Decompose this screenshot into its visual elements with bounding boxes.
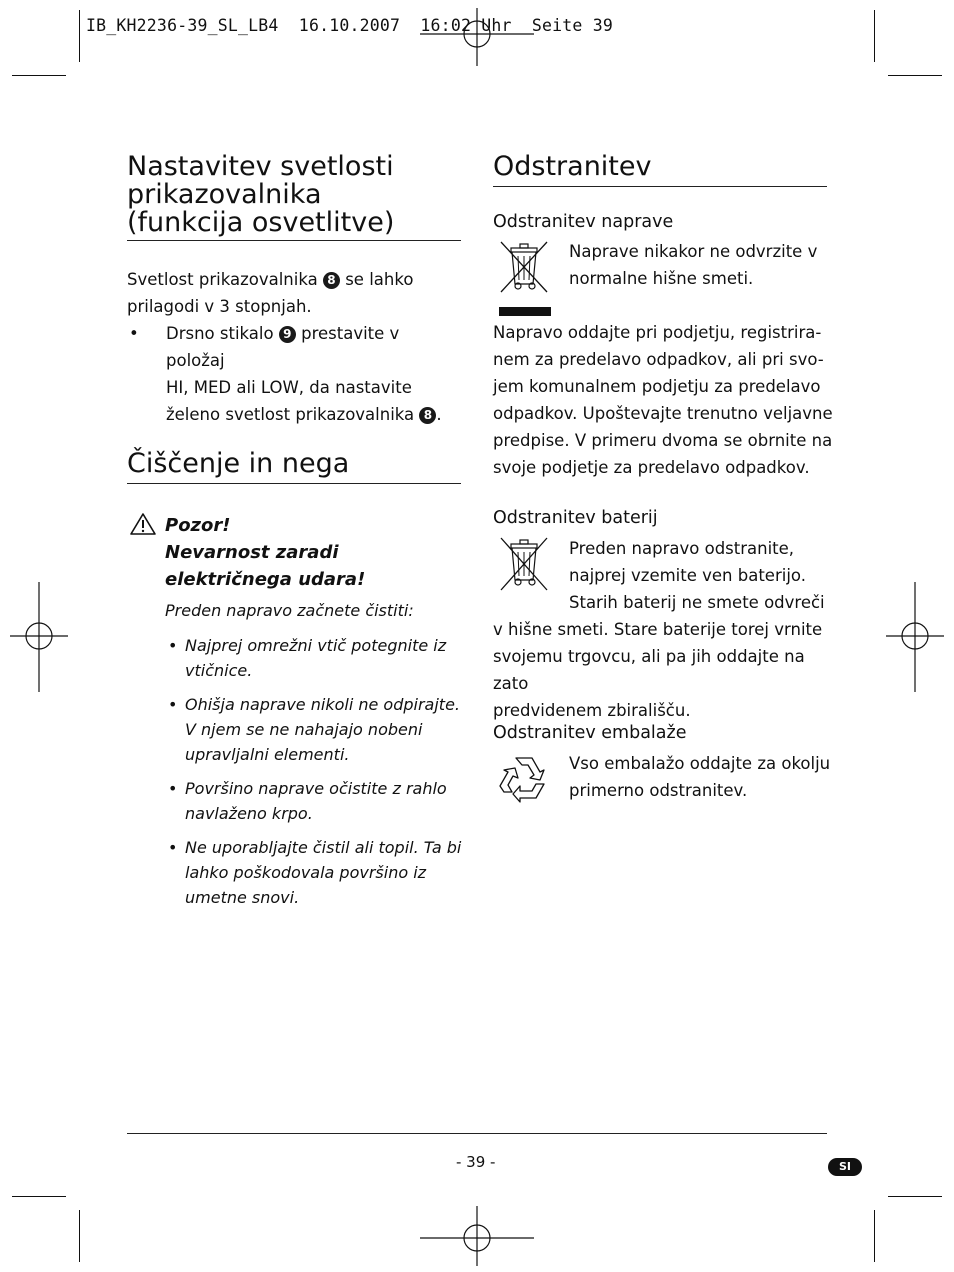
page-number: - 39 - (456, 1153, 496, 1171)
display-brightness-bullet: • Drsno stikalo 9 prestavite v položaj HI, MED ali LOW, da nastavite želeno svetlost prikazovalnika 8 . (127, 320, 461, 428)
heading-rule (493, 186, 827, 187)
language-badge: SI (828, 1158, 862, 1176)
device-disposal-icon-text: Naprave nikakor ne odvrzite v normalne hišne smeti. (569, 242, 818, 288)
list-item: • Površino naprave očistite z rahlo navlaženo krpo. (168, 779, 447, 823)
heading-rule (127, 483, 461, 484)
registration-mark-icon (886, 582, 944, 692)
list-item: • Ne uporabljajte čistil ali topil. Ta bi lahko poškodovala površino iz umetne snovi. (168, 838, 462, 907)
battery-disposal-subheading: Odstranitev baterij (493, 508, 658, 528)
list-item: • Ohišja naprave nikoli ne odpirajte. V njem se ne nahajajo nobeni upravljalni elementi. (168, 695, 460, 764)
display-brightness-heading: Nastavitev svetlosti prikazovalnika (funkcija osvetlitve) (127, 151, 395, 238)
device-disposal-subheading: Odstranitev naprave (493, 212, 674, 232)
display-brightness-paragraph: Svetlost prikazovalnika 8 se lahko prilagodi v 3 stopnjah. (127, 270, 414, 316)
bullet-marker: • (129, 324, 139, 343)
warning-intro: Preden napravo začnete čistiti: (165, 601, 414, 620)
list-item: • Najprej omrežni vtič potegnite iz vtičnice. (168, 636, 447, 680)
registration-mark-icon (420, 1206, 534, 1266)
packaging-disposal-subheading: Odstranitev embalaže (493, 723, 687, 743)
device-disposal-paragraph: Napravo oddajte pri podjetju, registrira- nem za predelavo odpadkov, ali pri svo- jem komunalnem podjetju za predelavo odpadkov. Upoštevajte trenutno veljavne predpise. V primeru dvoma se obrnite na svoje podjetje za predelavo odpadkov. (493, 323, 833, 477)
weee-bin-icon (497, 238, 553, 318)
ref-number: 8 (323, 272, 340, 289)
ref-number: 9 (279, 326, 296, 343)
cleaning-list (168, 633, 464, 910)
print-header: IB_KH2236-39_SL_LB4 16.10.2007 16:02 Uhr Seite 39 (86, 16, 613, 35)
heading-rule (127, 240, 461, 241)
recycle-icon (496, 752, 552, 806)
packaging-disposal-text: Vso embalažo oddajte za okolju primerno odstranitev. (569, 754, 831, 800)
footer-rule (127, 1133, 827, 1134)
ref-number: 8 (419, 407, 436, 424)
registration-mark-icon (10, 582, 68, 692)
battery-disposal-text: Preden napravo odstranite, najprej vzemite ven baterijo. Starih baterij ne smete odvreči v hišne smeti. Stare baterije torej vrnite svojemu trgovcu, ali pa jih oddajte na zato predvidenem zbirališču. (493, 539, 825, 720)
warning-title: Pozor! Nevarnost zaradi električnega udara! (165, 515, 366, 590)
cleaning-heading: Čiščenje in nega (127, 448, 350, 479)
warning-triangle-icon (129, 512, 157, 536)
registration-mark-icon (420, 8, 534, 66)
disposal-heading: Odstranitev (493, 151, 652, 182)
